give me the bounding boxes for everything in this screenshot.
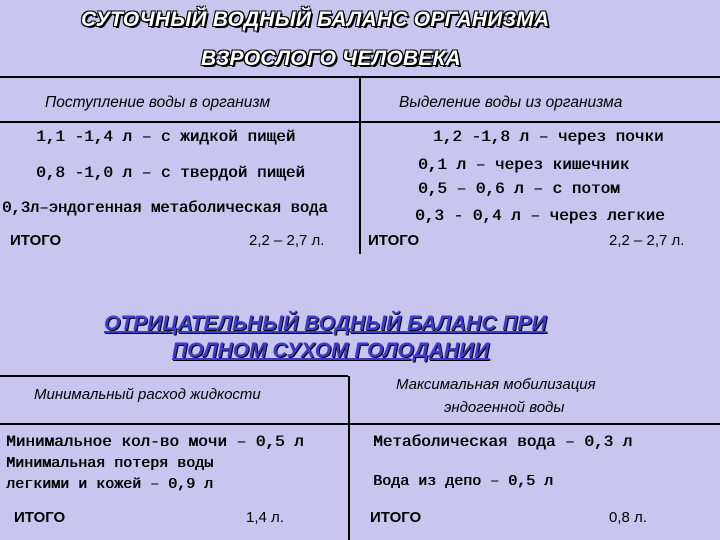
depot-water-item: Вода из депо – 0,5 л	[373, 473, 554, 490]
output-total-value: 2,2 – 2,7 л.	[609, 232, 685, 249]
negative-balance-title-line2: ПОЛНОМ СУХОМ ГОЛОДАНИИ	[172, 339, 490, 362]
output-item-lungs: 0,3 - 0,4 л – через легкие	[415, 207, 665, 225]
intake-header-divider	[0, 121, 359, 123]
intake-header: Поступление воды в организм	[45, 94, 271, 111]
intake-item-metabolic: 0,3л–эндогенная метаболическая вода	[2, 199, 328, 217]
balance-title-line2: ВЗРОСЛОГО ЧЕЛОВЕКА	[201, 47, 461, 70]
min-fluid-loss-header: Минимальный расход жидкости	[34, 386, 261, 403]
intake-total-value: 2,2 – 2,7 л.	[249, 232, 325, 249]
center-divider	[359, 77, 361, 254]
output-item-kidneys: 1,2 -1,8 л – через почки	[433, 128, 664, 146]
right-total-value: 0,8 л.	[609, 509, 647, 526]
output-header: Выделение воды из организма	[399, 94, 623, 111]
balance-title-line1: СУТОЧНЫЙ ВОДНЫЙ БАЛАНС ОРГАНИЗМА	[81, 8, 550, 31]
max-endogenous-header-line2: эндогенной воды	[444, 399, 565, 416]
output-header-divider	[361, 121, 720, 123]
left-total-value: 1,4 л.	[246, 509, 284, 526]
min-urine-item: Минимальное кол-во мочи – 0,5 л	[6, 433, 304, 451]
metabolic-water-item: Метаболическая вода – 0,3 л	[373, 433, 633, 451]
output-item-intestine: 0,1 л – через кишечник	[418, 156, 630, 174]
right-total-label: ИТОГО	[370, 509, 422, 526]
output-total-label: ИТОГО	[368, 232, 420, 249]
max-endogenous-header-line1: Максимальная мобилизация	[396, 376, 596, 393]
intake-item-liquid: 1,1 -1,4 л – с жидкой пищей	[36, 128, 296, 146]
intake-total-label: ИТОГО	[10, 232, 62, 249]
intake-item-solid: 0,8 -1,0 л – с твердой пищей	[36, 164, 305, 182]
section2-right-header-divider	[350, 423, 720, 425]
output-item-sweat: 0,5 – 0,6 л – с потом	[418, 180, 620, 198]
min-loss-item-line2: легкими и кожей – 0,9 л	[6, 476, 214, 493]
min-loss-item-line1: Минимальная потеря воды	[6, 455, 214, 472]
left-total-label: ИТОГО	[14, 509, 66, 526]
section2-left-header-divider	[0, 423, 348, 425]
negative-balance-title-line1: ОТРИЦАТЕЛЬНЫЙ ВОДНЫЙ БАЛАНС ПРИ	[104, 312, 547, 335]
section2-left-top-divider	[0, 375, 348, 377]
section2-center-divider	[348, 376, 350, 540]
